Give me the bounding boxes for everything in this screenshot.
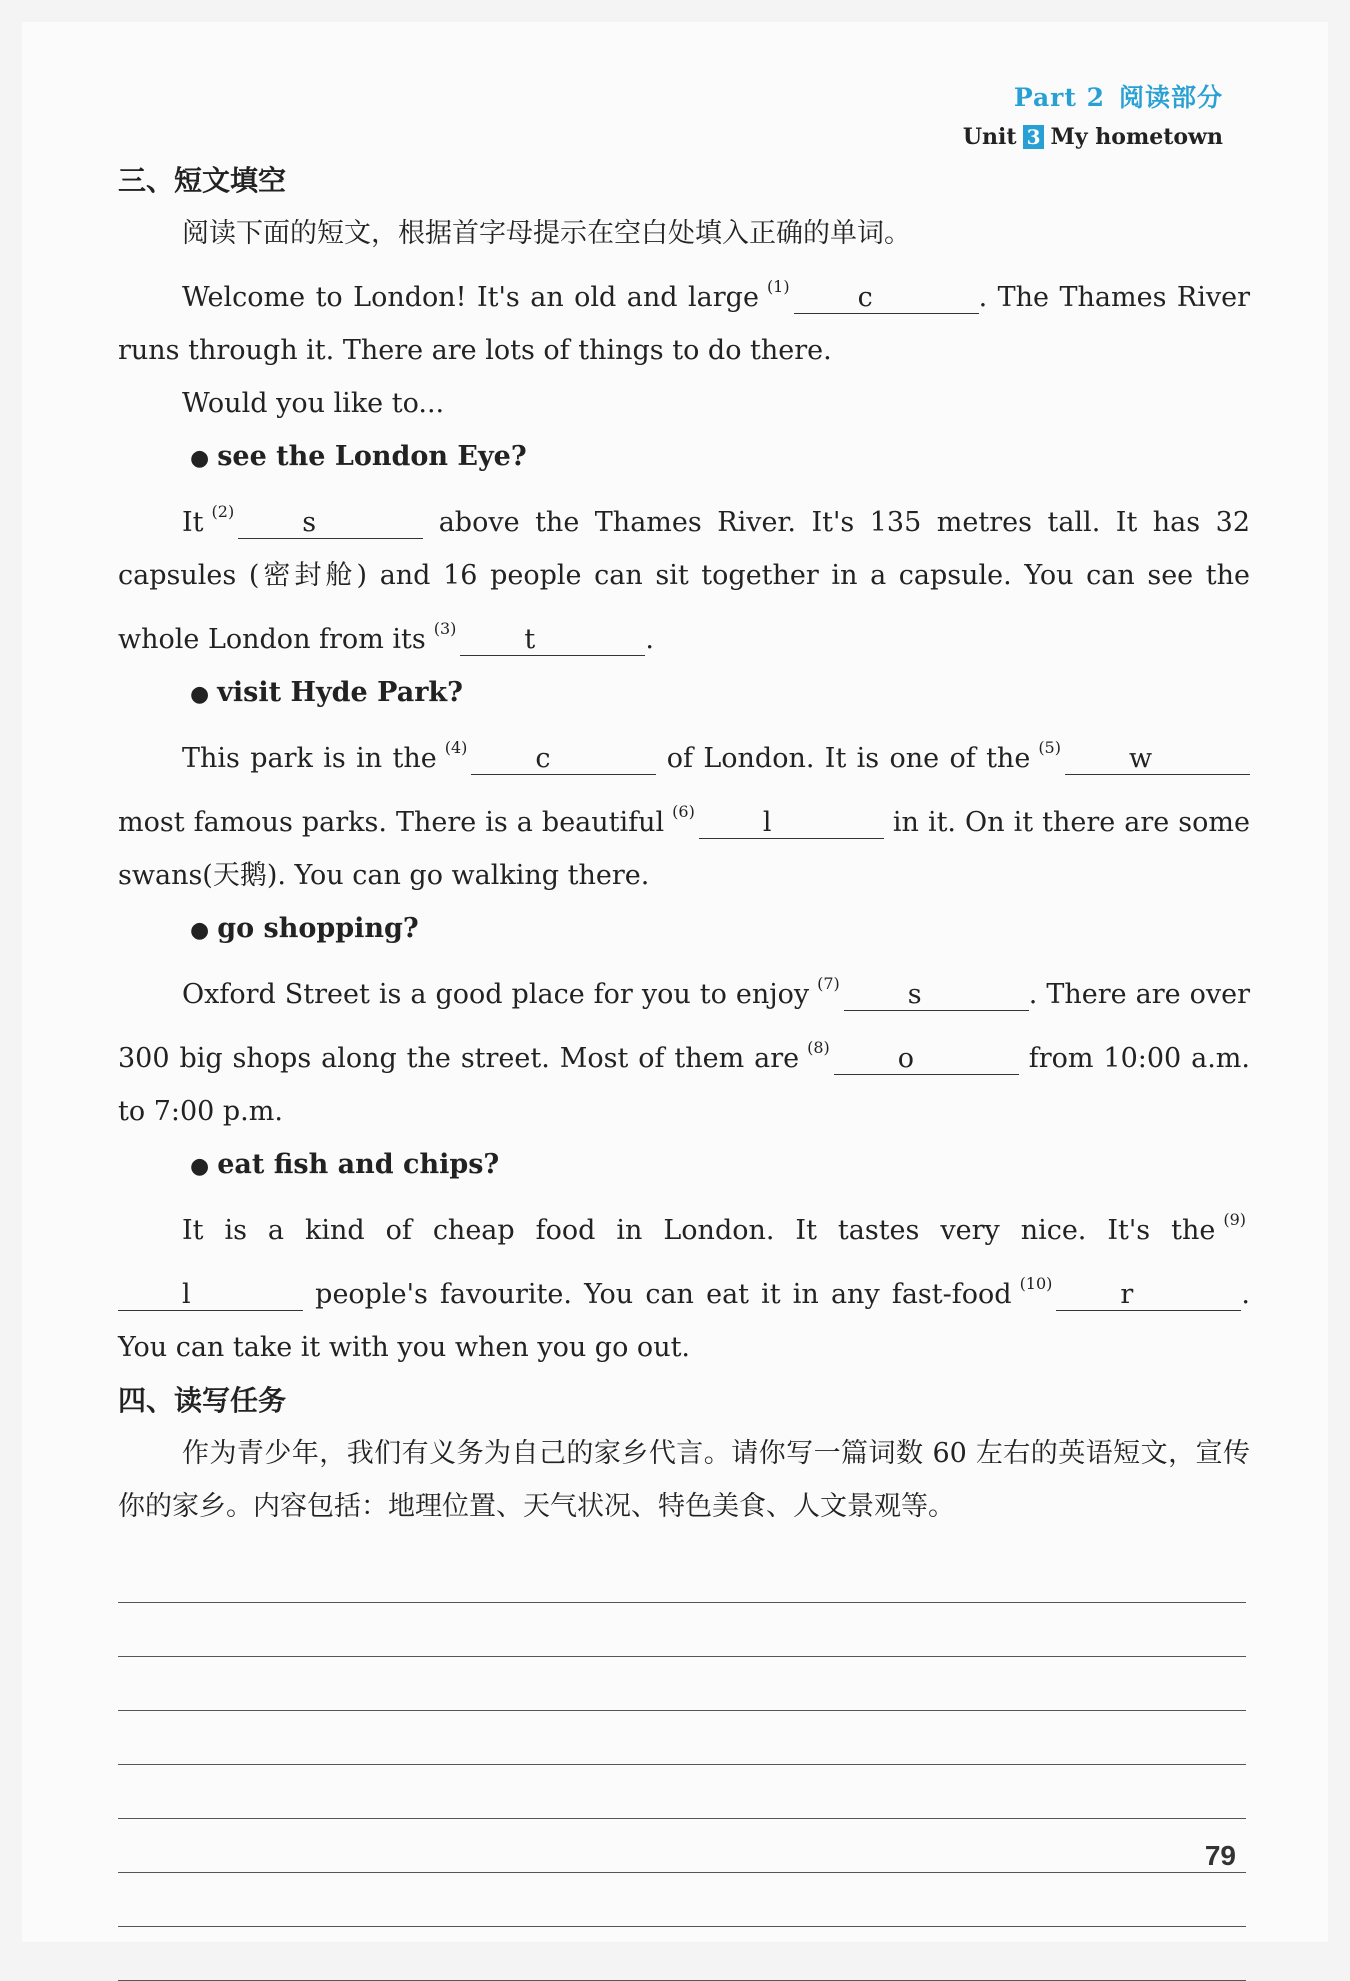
blank-number: (5) [1038, 738, 1061, 757]
section-3-instruction: 阅读下面的短文，根据首字母提示在空白处填入正确的单词。 [182, 218, 911, 249]
blank-number: (10) [1019, 1274, 1053, 1293]
section-4-instruction: 作为青少年，我们有义务为自己的家乡代言。请你写一篇词数 60 左右的英语短文，宣传你的家乡。内容包括：地理位置、天气状况、特色美食、人文景观等。 [118, 1438, 1250, 1522]
part-title: 阅读部分 [1118, 83, 1223, 112]
blank-10[interactable]: r [1056, 1280, 1241, 1311]
unit-label: Unit 3 My hometown [962, 124, 1223, 150]
blank-3[interactable]: t [460, 625, 645, 656]
blank-1[interactable]: c [794, 283, 979, 314]
section-3-title: 三、短文填空 [118, 164, 287, 197]
blank-number: (1) [766, 277, 790, 296]
paragraph-fish-chips: It is a kind of cheap food in London. It tastes very nice. It's the $^{(9)}$l people's favourite. You can eat it in any fast-food $^{(10)}$ r . You can take it with you when you go out. [118, 1210, 1250, 1363]
blank-5[interactable]: w [1065, 744, 1250, 775]
blank-4[interactable]: c [471, 744, 656, 775]
worksheet-page [22, 22, 1328, 1942]
blank-number: (8) [807, 1038, 830, 1057]
bullet-heading-fish-chips: ● eat fish and chips? [118, 1138, 1250, 1193]
unit-title: My hometown [1050, 124, 1223, 150]
blank-number: (3) [433, 619, 457, 638]
intro-question: Would you like to... [182, 388, 445, 419]
writing-area[interactable] [118, 1549, 1250, 1981]
bullet-heading-london-eye: ● see the London Eye? [118, 430, 1250, 485]
writing-line[interactable] [118, 1603, 1246, 1657]
paragraph-shopping: Oxford Street is a good place for you to enjoy $^{(7)}$ s . There are over 300 big shops along the street. Most of them are $^{(8)}$ o from 10:00 a.m. to 7:00 p.m. [118, 974, 1250, 1127]
section-4-title: 四、读写任务 [118, 1384, 287, 1417]
writing-line[interactable] [118, 1657, 1246, 1711]
unit-number-badge: 3 [1023, 125, 1045, 149]
paragraph-hyde-park: This park is in the $^{(4)}$ c of London. It is one of the $^{(5)}$ w most famous parks. There is a beautiful $^{(6)}$ l in it. On it there are some swans(天鹅). You can go walking there. [118, 738, 1250, 891]
blank-8[interactable]: o [834, 1044, 1019, 1075]
blank-number: (2) [211, 502, 235, 521]
intro-paragraph: Welcome to London! It's an old and large $^{(1)}$ c . The Thames River runs through it. There are lots of things to do there. [118, 277, 1250, 366]
bullet-heading-shopping: ● go shopping? [118, 902, 1250, 957]
blank-2[interactable]: s [238, 508, 423, 539]
bullet-heading-hyde-park: ● visit Hyde Park? [118, 666, 1250, 721]
writing-line[interactable] [118, 1873, 1246, 1927]
blank-7[interactable]: s [844, 980, 1029, 1011]
page-header [963, 78, 1223, 150]
writing-line[interactable] [118, 1819, 1246, 1873]
writing-line[interactable] [118, 1711, 1246, 1765]
writing-line[interactable] [118, 1549, 1246, 1603]
blank-number: (9) [1223, 1210, 1246, 1229]
page-content [118, 154, 1250, 1981]
blank-number: (7) [817, 974, 840, 993]
writing-line[interactable] [118, 1927, 1246, 1981]
paragraph-london-eye: It $^{(2)}$ s above the Thames River. It's 135 metres tall. It has 32 capsules (密封舱) and 16 people can sit together in a capsule. You can see the whole London from its $^{(3)}$ t . [118, 502, 1250, 655]
blank-9[interactable]: l [118, 1280, 303, 1311]
blank-number: (6) [672, 802, 695, 821]
part-label: Part 2 阅读部分 [1013, 83, 1223, 112]
writing-line[interactable] [118, 1765, 1246, 1819]
page-number: 79 [1204, 1840, 1236, 1871]
blank-6[interactable]: l [699, 808, 884, 839]
blank-number: (4) [444, 738, 468, 757]
